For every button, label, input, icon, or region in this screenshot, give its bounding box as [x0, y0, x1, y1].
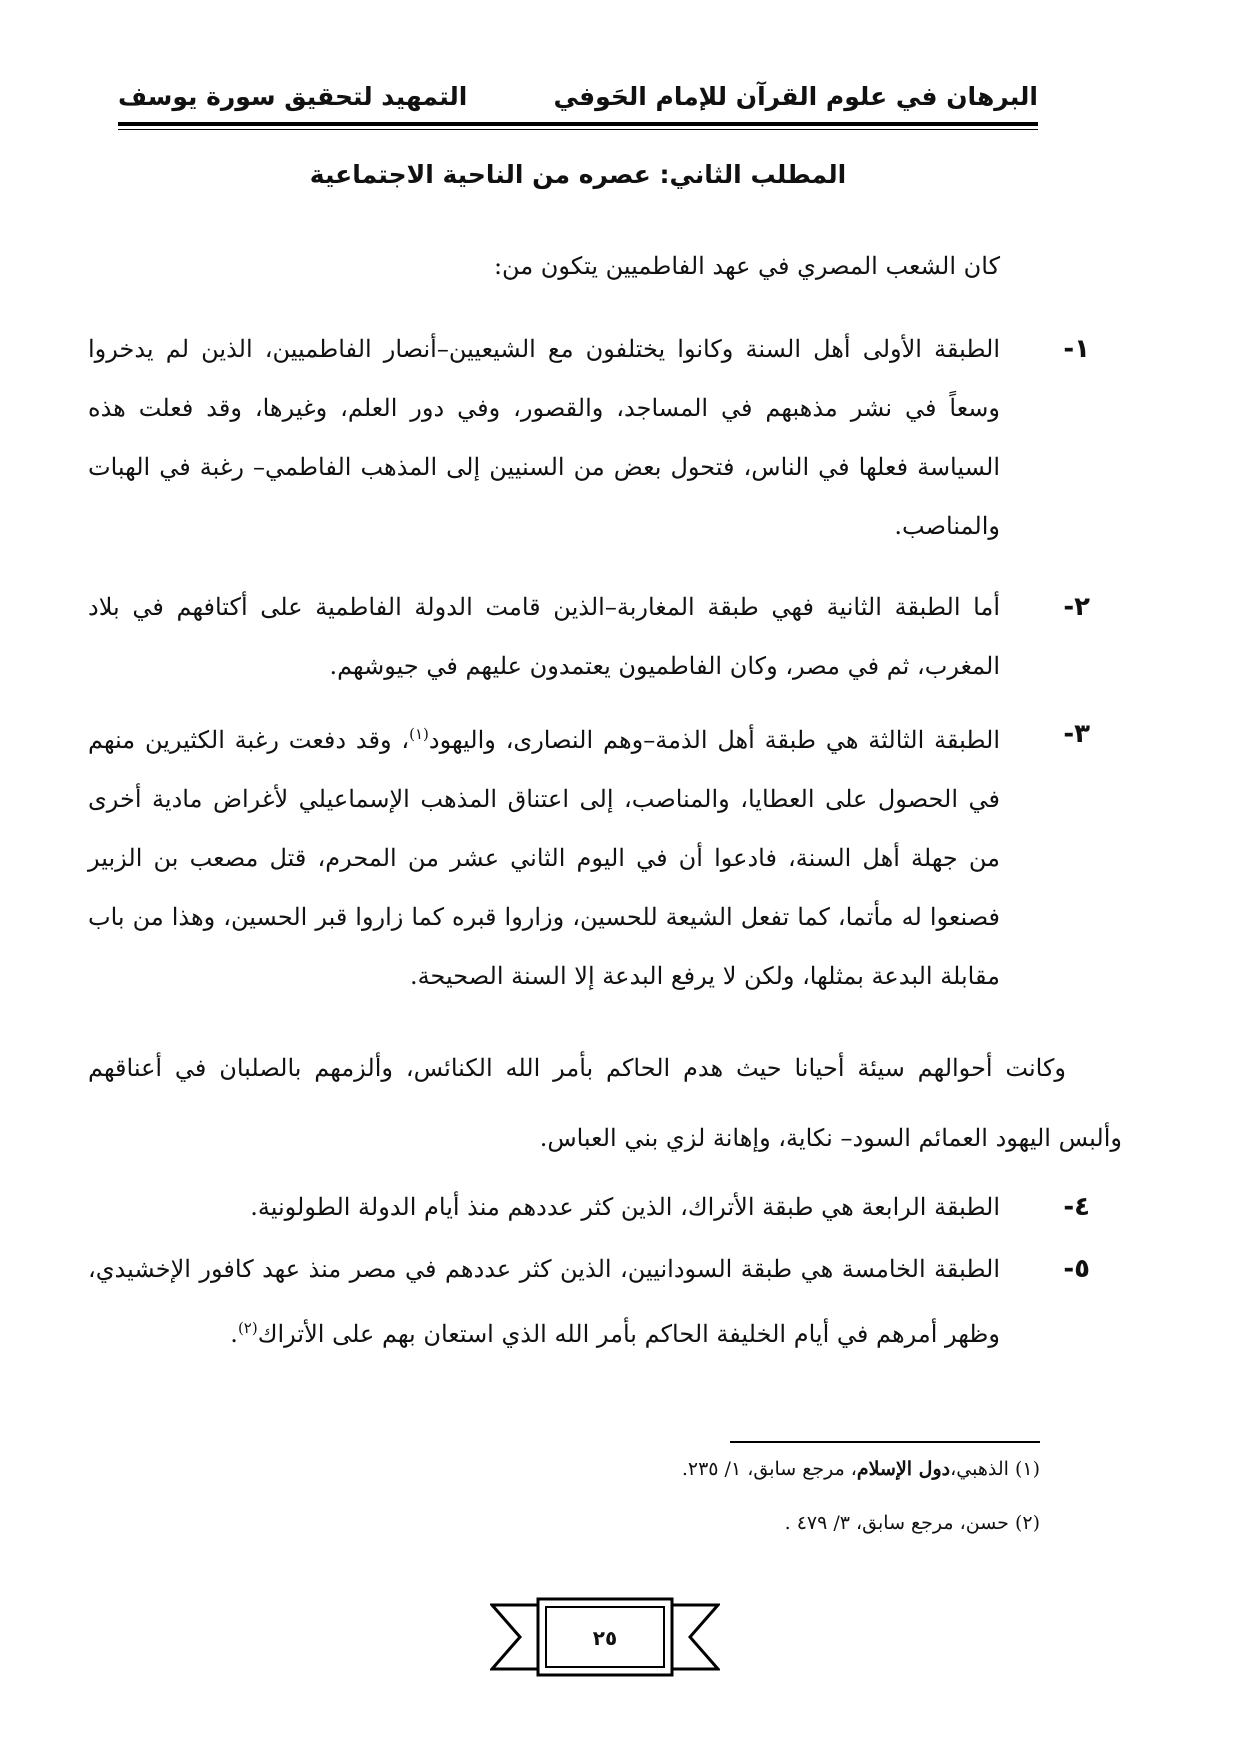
list-text-3-start: الطبقة الثالثة هي طبقة أهل الذمة–وهم النصارى، واليهود: [428, 726, 1000, 754]
body-paragraph: وكانت أحوالهم سيئة أحيانا حيث هدم الحاكم بأمر الله الكنائس، وألزمهم بالصلبان في أعناقهم وألبس اليهود العمائم السود– نكاية، وإهانة لزي بني العباس.: [88, 1054, 1122, 1152]
list-text-3-end: ، وقد دفعت رغبة الكثيرين منهم في الحصول على العطايا، والمناصب، إلى اعتناق المذهب الإسماعيلي لأغراض مادية أخرى من جهلة أهل السنة، فادعوا أن في اليوم الثاني عشر من المحرم، قتل مصعب بن الزبير فصنعوا له مأتما، كما تفعل الشيعة للحسين، وزاروا قبره كما زاروا قبر الحسين، وهذا من باب مقابلة البدعة بمثلها، ولكن لا يرفع البدعة إلا السنة الصحيحة.: [88, 726, 1000, 990]
footnote-1-author: الذهبي،: [950, 1458, 1009, 1480]
list-item-4: [88, 1178, 1090, 1237]
footnote-2: [785, 1512, 1040, 1534]
list-number-1: ١-: [1063, 334, 1090, 364]
list-text-5-end: .: [230, 1320, 238, 1348]
footnote-2-number: (٢): [1014, 1512, 1040, 1534]
list-item-2: [88, 578, 1090, 696]
list-text-1: الطبقة الأولى أهل السنة وكانوا يختلفون مع الشيعيين–أنصار الفاطميين، الذين لم يدخروا وسعاً في نشر مذهبهم في المساجد، والقصور، وفي دور العلم، وغيرها، وقد فعلت هذه السياسة فعلها في الناس، فتحول بعض من السنيين إلى المذهب الفاطمي– رغبة في الهبات والمناصب.: [88, 335, 1000, 540]
list-text-5-start: الطبقة الخامسة هي طبقة السودانيين، الذين كثر عددهم في مصر منذ عهد كافور الإخشيدي، وظهر أمرهم في أيام الخليفة الحاكم بأمر الله الذي استعان بهم على الأتراك: [88, 1255, 1000, 1348]
footnote-1: [682, 1458, 1040, 1480]
list-item-1: [88, 320, 1090, 556]
list-number-3: ٣-: [1063, 719, 1090, 749]
list-number-5: ٥-: [1063, 1254, 1090, 1284]
section-title: المطلب الثاني: عصره من الناحية الاجتماعية: [309, 160, 847, 189]
header-rule-thin: [118, 129, 1038, 130]
page-number-badge: [490, 1597, 720, 1677]
list-item-5: [88, 1240, 1090, 1364]
list-item-3: [88, 705, 1090, 1006]
footnote-1-title: دول الإسلام: [856, 1458, 951, 1480]
book-title: البرهان في علوم القرآن للإمام الحَوفي: [553, 81, 1038, 111]
footnote-ref-1[interactable]: (١): [409, 725, 429, 743]
page-number: ٢٥: [592, 1626, 618, 1650]
running-header: [118, 74, 1038, 118]
list-number-2: ٢-: [1063, 592, 1090, 622]
header-rule-thick: [118, 122, 1038, 126]
footnote-1-rest: ، مرجع سابق، ١/ ٢٣٥.: [681, 1458, 857, 1480]
list-text-2: أما الطبقة الثانية فهي طبقة المغاربة–الذين قامت الدولة الفاطمية على أكتافهم في بلاد المغرب، ثم في مصر، وكان الفاطميون يعتمدون عليهم في جيوشهم.: [88, 593, 1000, 680]
list-number-4: ٤-: [1063, 1192, 1090, 1222]
footnote-separator: [730, 1441, 1040, 1443]
footnote-2-text: حسن، مرجع سابق، ٣/ ٤٧٩ .: [784, 1512, 1009, 1534]
footnote-ref-2[interactable]: (٢): [237, 1319, 258, 1337]
chapter-title: التمهيد لتحقيق سورة يوسف: [118, 81, 468, 111]
footnote-1-number: (١): [1014, 1458, 1040, 1480]
list-text-4: الطبقة الرابعة هي طبقة الأتراك، الذين كثر عددهم منذ أيام الدولة الطولونية.: [250, 1193, 1000, 1221]
intro-line: كان الشعب المصري في عهد الفاطميين يتكون من:: [493, 252, 1000, 280]
